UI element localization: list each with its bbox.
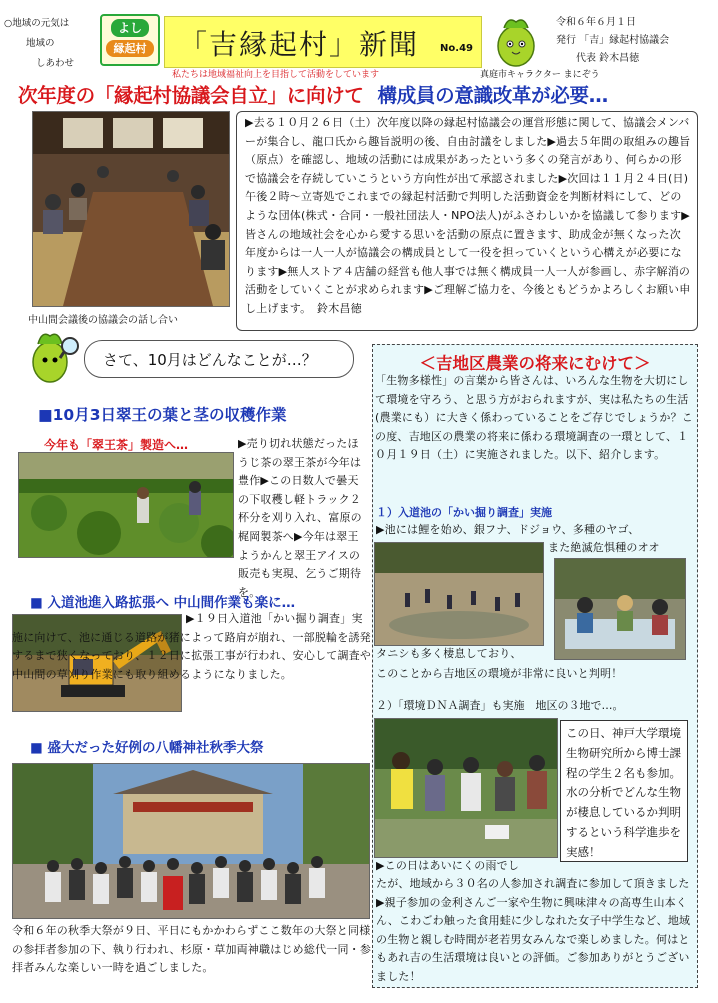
publication-info: 令和６年６月１日 発行 「吉」縁起村協議会 代表 鈴木昌徳 <box>556 14 716 68</box>
pond-photo <box>374 542 544 646</box>
harvest-photo <box>18 452 234 558</box>
farm-text2b: たが、地域から３０名の人参加され調査に参加して頂きました▶親子参加の金利さんご一家や生物に興味津々の高専生山本くん、こわごわ触った食用蛙に少しなれた女子中学生など、地域の生物と親しむ時間が老若男女みんなで楽しめました。何はともあれ吉の生活環境は良いとの評価。ご参加ありがとうございました！ <box>376 877 691 983</box>
issue-number: No.49 <box>440 43 473 54</box>
speech-bubble: さて、10月はどんなことが…？ <box>84 340 354 378</box>
lead-headline: 次年度の「縁起村協議会自立」に向けて 構成員の意識改革が必要… <box>18 84 608 107</box>
masthead <box>164 16 482 68</box>
subtitle: 私たちは地域福祉向上を目指して活動をしています <box>172 70 380 80</box>
mascot-icon <box>486 14 546 70</box>
page-title: 「吉縁起村」新聞 <box>179 28 420 61</box>
section1-article: ▶売り切れ状態だったほうじ茶の翠王茶が今年は豊作▶この日数人で曇天の下収穫し軽トラック２杯分を刈り入れ、富原の梶岡製茶へ▶今年は翠王ようかんと翠王アイスの販売も実現、乞うご期待を。 <box>238 437 362 599</box>
section3-article: 令和６年の秋季大祭が９日、平日にもかかわらずここ数年の大祭と同様の参拝者参加の下、執り行われ、杉原・草加両神職はじめ総代一同・参拝者みんな楽しい一時を過ごしました。 <box>12 924 372 975</box>
issue-date: 令和６年６月１日 <box>556 17 636 28</box>
farm-text1d: このことから吉地区の環境が非常に良いと判明！ <box>376 667 623 680</box>
survey-photo <box>374 718 558 858</box>
meeting-photo <box>32 111 230 307</box>
section2-heading: ■ 入道池進入路拡張へ 中山間作業も楽に… <box>30 595 296 611</box>
farm-text1a: ▶池には鯉を始め、銀フナ、ドジョウ、多種のヤゴ、 <box>376 523 640 536</box>
section2-article: ▶１９日入道池「かい掘り調査」実施に向けて、池に通じる道路が猪によって路肩が崩れ、一部脱輪を誘発するまで狭くなっており、１２日に拡張工事が行われ、安心して調査や中山間の草刈り作業にも取り組めるようになりました。 <box>12 612 372 681</box>
dna-side-box: この日、神戸大学環境生物研究所から博士課程の学生２名も参加。水の分析でどんな生物が棲息しているか判明するという科学進歩を実感！ <box>560 720 688 862</box>
logo: よし 縁起村 <box>100 14 160 66</box>
section3-heading: ■ 盛大だった好例の八幡神社秋季大祭 <box>30 740 264 756</box>
farm-heading: ＜吉地区農業の将来にむけて＞ <box>419 354 651 373</box>
lead-article: ▶去る１０月２６日（土）次年度以降の縁起村協議会の運営形態に関して、協議会メンバーが集合し、龍口氏から趣旨説明の後、自由討議をしました▶過去５年間の取組みの趣旨（原点）を確認し、地域の活動には成果があったという多くの発言があり、何らかの形で協議会を存続していこうという方向性が出て承認されました▶次回は１１月２４日(日)午後２時～立寄処でこれまでの縁起村活動で判明した活動資金を判断材料にして、どのような団体(株式・合同・一般社団法人・NPO法人)がふさわしいかを協議して参ります▶皆さんの地域社会を心から愛する思いを活動の原点に置きます、助成金が無くなった次年度からは一人一人が協議会の構成員として一役を担っていくという心構えが必要になります▶無人ストア４店舗の経営も他人事では無く構成員一人一人が参画し、赤字解消の活動をしていくことが求められます▶ご理解ご協力を、今後ともどうかよろしくお願い申し上げます。 鈴木昌徳 <box>236 111 698 331</box>
mascot-magnifier-icon <box>24 326 82 388</box>
mascot-caption: 真庭市キャラクター まにぞう <box>480 70 600 80</box>
farm-sub2: ２）「環境ＤＮＡ調査」も実施 地区の３地で…。 <box>376 699 624 712</box>
fish-photo <box>554 558 686 660</box>
section1-subheading: 今年も「翠王茶」製造へ… <box>44 438 189 452</box>
motto: ○地域の元気は 地域の しあわせ <box>4 18 75 69</box>
farm-text2a: ▶この日はあいにくの雨でし <box>376 859 520 872</box>
farm-text1c: タニシも多く棲息しており、 <box>376 647 522 660</box>
farm-text1b: また絶滅危惧種のオオ <box>548 541 660 554</box>
farm-intro: 「生物多様性」の言葉から皆さんは、いろんな生物を大切にして環境を守ろう、と思う方がおられますが、実は私たちの生活(農業にも）に大きく係わっていることをご存じでしょうか？この度、吉地区の農業の将来に係わる環境調査の一環として、１０月１９日（土）に実施されました。以下、紹介します。 <box>375 374 693 462</box>
photo-caption: 中山間会議後の協議会の話し合い <box>28 315 178 326</box>
farm-sub1: １）入道池の「かい掘り調査」実施 <box>376 506 552 519</box>
festival-photo <box>12 763 370 919</box>
section1-heading: ■10月3日翠王の葉と茎の収穫作業 <box>38 406 287 424</box>
